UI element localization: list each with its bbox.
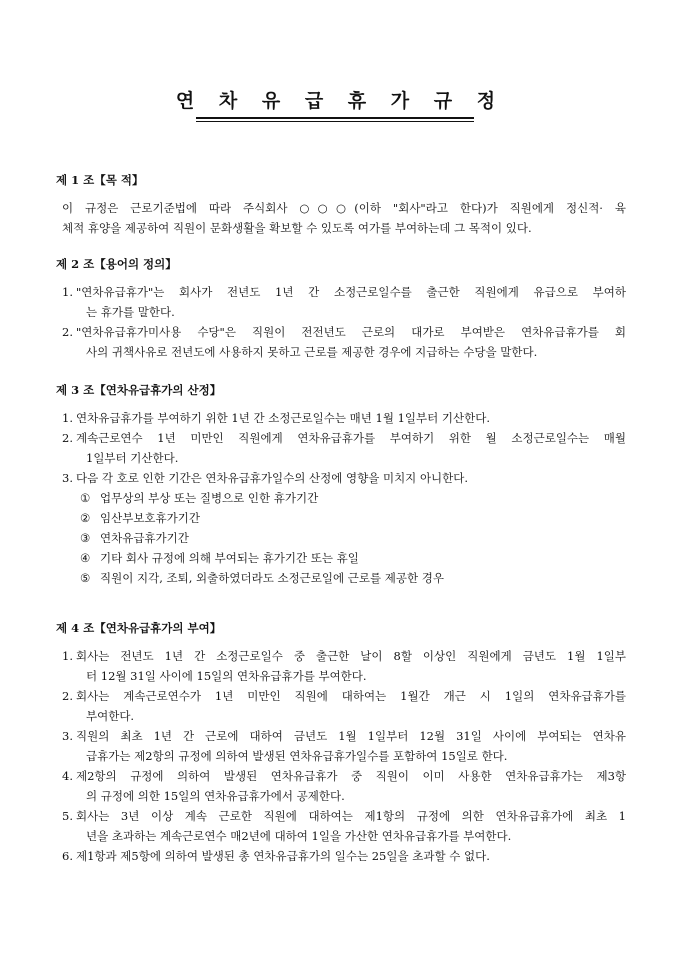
item-number: 3. <box>62 729 73 743</box>
item-text: 제1항과 제5항에 의하여 발생된 총 연차유급휴가의 일수는 25일을 초과할 수 없다. <box>76 849 490 863</box>
sub-item <box>56 508 626 528</box>
list-item-continuation: 터 12월 31일 사이에 15일의 연차유급휴가를 부여한다. <box>86 669 367 683</box>
list-item-line <box>56 686 626 706</box>
list-item-continuation: 부여한다. <box>86 709 135 723</box>
item-text: 회사는 전년도 1년 간 소정근로일수 중 출근한 날이 8할 이상인 직원에게 금년도 1월 1일부 <box>76 649 626 663</box>
article-heading: 제 3 조【연차유급휴가의 산정】 <box>56 383 222 397</box>
sub-item-number: ④ <box>80 551 91 565</box>
item-text: 직원의 최초 1년 간 근로에 대하여 금년도 1월 1일부터 12월 31일 사이에 부여되는 연차유 <box>76 729 626 743</box>
list-item-line <box>56 282 626 302</box>
item-number: 3. <box>62 471 73 485</box>
sub-item <box>56 528 626 548</box>
article-heading: 제 2 조【용어의 정의】 <box>56 257 177 271</box>
sub-item-text: 업무상의 부상 또는 질병으로 인한 휴가기간 <box>100 491 319 505</box>
item-text: 다음 각 호로 인한 기간은 연차유급휴가일수의 산정에 영향을 미치지 아니한다. <box>76 471 469 485</box>
item-number: 5. <box>62 809 73 823</box>
list-item-line <box>56 428 626 448</box>
sub-item-text: 기타 회사 규정에 의해 부여되는 휴가기간 또는 휴일 <box>100 551 359 565</box>
list-item-line <box>56 322 626 342</box>
sub-item <box>56 548 626 568</box>
article-text-line: 체적 휴양을 제공하여 직원이 문화생활을 확보할 수 있도록 여가를 부여하는데 그 목적이 있다. <box>62 221 532 235</box>
list-item-continuation: 1일부터 기산한다. <box>86 451 179 465</box>
document-title: 연 차 유 급 휴 가 규 정 <box>175 90 505 112</box>
item-number: 1. <box>62 649 73 663</box>
title-underline-thin <box>196 121 474 122</box>
item-text: "연차유급휴가미사용 수당"은 직원이 전전년도 근로의 대가로 부여받은 연차유급휴가를 회 <box>76 325 626 339</box>
list-item-line <box>56 726 626 746</box>
list-item-line <box>56 846 626 866</box>
item-number: 6. <box>62 849 73 863</box>
item-text: 연차유급휴가를 부여하기 위한 1년 간 소정근로일수는 매년 1월 1일부터 기산한다. <box>76 411 490 425</box>
item-text: 회사는 계속근로연수가 1년 미만인 직원에 대하여는 1월간 개근 시 1일의 연차유급휴가를 <box>76 689 626 703</box>
sub-item <box>56 568 626 588</box>
list-item-line <box>56 468 626 488</box>
item-number: 2. <box>62 325 73 339</box>
sub-item-number: ③ <box>80 531 91 545</box>
list-item-line <box>56 408 626 428</box>
sub-item <box>56 488 626 508</box>
article-3 <box>56 382 626 588</box>
article-heading: 제 4 조【연차유급휴가의 부여】 <box>56 621 222 635</box>
item-number: 2. <box>62 689 73 703</box>
list-item-continuation: 의 규정에 의한 15일의 연차유급휴가에서 공제한다. <box>86 789 345 803</box>
article-4 <box>56 620 626 866</box>
list-item-line <box>56 806 626 826</box>
sub-item-number: ① <box>80 491 91 505</box>
list-item-line <box>56 766 626 786</box>
article-text-line: 이 규정은 근로기준법에 따라 주식회사 ○○○(이하 "회사"라고 한다)가 직원에게 정신적· 육 <box>62 201 626 215</box>
item-text: 회사는 3년 이상 계속 근로한 직원에 대하여는 제1항의 규정에 의한 연차유급휴가에 최초 1 <box>76 809 626 823</box>
item-number: 2. <box>62 431 73 445</box>
list-item-line <box>56 646 626 666</box>
list-item-continuation: 년을 초과하는 계속근로연수 매2년에 대하여 1일을 가산한 연차유급휴가를 부여한다. <box>86 829 512 843</box>
article-2 <box>56 256 626 362</box>
sub-item-text: 임산부보호휴가기간 <box>100 511 200 525</box>
sub-item-number: ⑤ <box>80 571 91 585</box>
list-item-continuation: 사의 귀책사유로 전년도에 사용하지 못하고 근로를 제공한 경우에 지급하는 수당을 말한다. <box>86 345 538 359</box>
sub-item-number: ② <box>80 511 91 525</box>
title-underline-thick <box>196 117 474 119</box>
list-item-continuation: 급휴가는 제2항의 규정에 의하여 발생된 연차유급휴가일수를 포함하여 15일로 한다. <box>86 749 508 763</box>
item-text: "연차유급휴가"는 회사가 전년도 1년 간 소정근로일수를 출근한 직원에게 유급으로 부여하 <box>76 285 626 299</box>
sub-item-text: 연차유급휴가기간 <box>100 531 189 545</box>
item-text: 제2항의 규정에 의하여 발생된 연차유급휴가 중 직원이 이미 사용한 연차유급휴가는 제3항 <box>76 769 626 783</box>
sub-item-text: 직원이 지각, 조퇴, 외출하였더라도 소정근로일에 근로를 제공한 경우 <box>100 571 444 585</box>
item-number: 4. <box>62 769 73 783</box>
article-heading: 제 1 조【목 적】 <box>56 173 144 187</box>
item-text: 계속근로연수 1년 미만인 직원에게 연차유급휴가를 부여하기 위한 월 소정근로일수는 매월 <box>76 431 626 445</box>
article-1 <box>56 172 626 238</box>
list-item-continuation: 는 휴가를 말한다. <box>86 305 175 319</box>
item-number: 1. <box>62 285 73 299</box>
item-number: 1. <box>62 411 73 425</box>
